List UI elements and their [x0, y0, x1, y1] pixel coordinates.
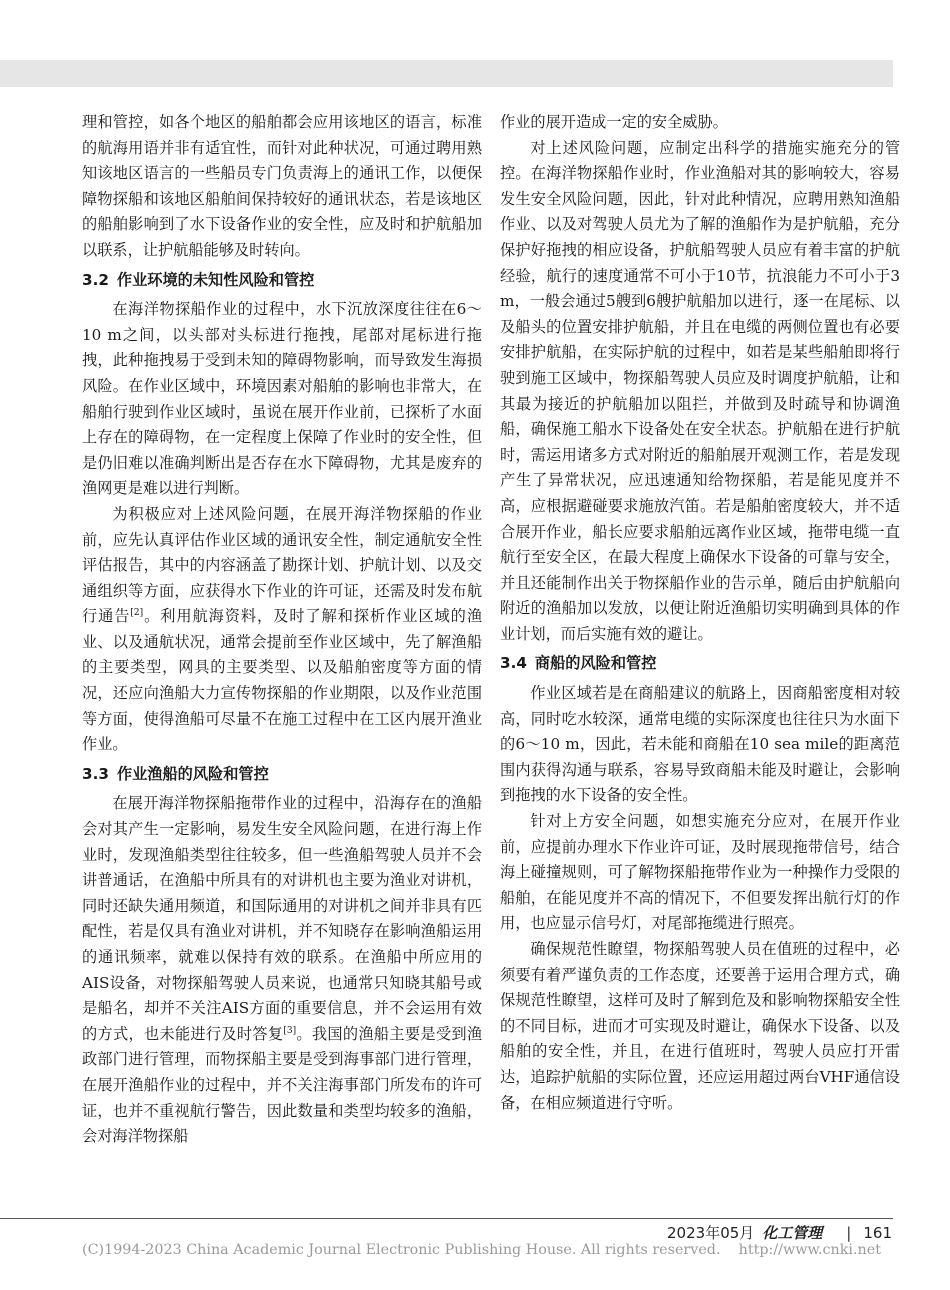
paragraph-text: 。我国的渔船主要是受到渔政部门进行管理，而物探船主要是受到海事部门进行管理，在展开渔船作业的过程中，并不关注海事部门所发布的许可证，也并不重视航行警告，因此数量和类型均较多的渔船，会对海洋物探船 [82, 1024, 483, 1146]
section-number: 3.4 [500, 654, 527, 673]
paragraph-text: 为积极应对上述风险问题，在展开海洋物探船的作业前，应先认真评估作业区域的通讯安全性，制定通航安全性评估报告，其中的内容涵盖了勘探计划、护航计划、以及交通组织等方面，应获得水下作业的许可证，还需及时发布航行通告 [82, 504, 482, 626]
section-title: 作业渔船的风险和管控 [116, 764, 269, 783]
section-heading-3-2 [82, 268, 482, 294]
paragraph: 针对上方安全问题，如想实施充分应对，在展开作业前，应提前办理水下作业许可证，及时展现拖带信号，结合海上碰撞规则，可了解物探船拖带作业为一种操作力受限的船舶，在能见度并不高的情况下，不但要发挥出航行灯的作用，也应显示信号灯，对尾部拖缆进行照亮。 [500, 812, 900, 933]
paragraph: 在海洋物探船作业的过程中，水下沉放深度往往在6～10 m之间，以头部对头标进行拖拽，尾部对尾标进行拖拽，此种拖拽易于受到未知的障碍物影响，而导致发生海损风险。在作业区域中，环境因素对船舶的影响也非常大，在船舶行驶到作业区域时，虽说在展开作业前，已探析了水面上存在的障碍物，在一定程度上保障了作业时的安全性，但是仍旧难以准确判断出是否存在水下障碍物，尤其是废弃的渔网更是难以进行判断。 [82, 300, 482, 498]
header-bar [0, 60, 893, 87]
page-footer [667, 1222, 892, 1243]
section-number: 3.2 [82, 270, 109, 289]
paragraph [82, 502, 482, 758]
section-title: 作业环境的未知性风险和管控 [116, 270, 315, 289]
page-number: 161 [863, 1223, 892, 1242]
section-title: 商船的风险和管控 [534, 654, 657, 673]
paragraph-continued: 作业的展开造成一定的安全威胁。 [500, 113, 728, 131]
issue-date: 2023年05月 [667, 1224, 755, 1242]
section-heading-3-3 [82, 762, 482, 788]
paragraph: 作业区域若是在商船建议的航路上，因商船密度相对较高，同时吃水较深，通常电缆的实际深度也往往只为水面下的6～10 m，因此，若未能和商船在10 sea mile的距离范围内获得沟通与联系，容易导致商船未能及时避让，会影响到拖拽的水下设备的安全性。 [500, 684, 900, 805]
paragraph-text: 。利用航海资料，及时了解和探析作业区域的渔业、以及通航状况，通常会提前至作业区域中，先了解渔船的主要类型，网具的主要类型、以及船舶密度等方面的情况，还应向渔船大力宣传物探船的作业期限，以及作业范围等方面，使得渔船可尽量不在施工过程中在工区内展开渔业作业。 [82, 607, 483, 754]
paragraph-text: 在展开海洋物探船拖带作业的过程中，沿海存在的渔船会对其产生一定影响，易发生安全风险问题，在进行海上作业时，发现渔船类型往往较多，但一些渔船驾驶人员并不会讲普通话，在渔船中所具有的对讲机也主要为渔业对讲机，同时还缺失通用频道，和国际通用的对讲机之间并非具有匹配性，若是仅具有渔业对讲机，并不知晓存在影响渔船运用的通讯频率，就难以保持有效的联系。在渔船中所应用的AIS设备，对物探船驾驶人员来说，也通常只知晓其船号或是船名，却并不关注AIS方面的重要信息，并不会运用有效的方式，也未能进行及时答复 [82, 794, 482, 1043]
footer-separator: | [846, 1223, 852, 1242]
paragraph [82, 791, 482, 1149]
left-column [82, 110, 482, 1150]
citation-ref[interactable]: [3] [283, 1025, 297, 1036]
citation-ref[interactable]: [2] [130, 608, 144, 619]
copyright-notice: (C)1994-2023 China Academic Journal Electronic Publishing House. All rights reserved. http://www.cnki.net [82, 1242, 881, 1258]
right-column [500, 110, 900, 1116]
journal-logo: 化工管理 [762, 1224, 823, 1242]
footer-rule [0, 1218, 893, 1219]
section-number: 3.3 [82, 764, 109, 783]
paragraph: 确保规范性瞭望，物探船驾驶人员在值班的过程中，必须要有着严谨负责的工作态度，还要善于运用合理方式，确保规范性瞭望，这样可及时了解到危及和影响物探船安全性的不同目标，进而才可实现及时避让，确保水下设备、以及船舶的安全性，并且，在进行值班时，驾驶人员应打开雷达，追踪护航船的实际位置，还应运用超过两台VHF通信设备，在相应频道进行守听。 [500, 940, 900, 1112]
section-heading-3-4 [500, 651, 900, 677]
paragraph: 对上述风险问题，应制定出科学的措施实施充分的管控。在海洋物探船作业时，作业渔船对其的影响较大，容易发生安全风险问题，因此，针对此种情况，应聘用熟知渔船作业、以及对驾驶人员尤为了解的渔船作为是护航船，充分保护好拖拽的相应设备，护航船驾驶人员应有着丰富的护航经验，航行的速度通常不可小于10节，抗浪能力不可小于3 m，一般会通过5艘到6艘护航船加以进行，逐一在尾标、以及船头的位置安排护航船，并且在电缆的两侧位置也有必要安排护航船，在实际护航的过程中，如若是某些船舶即将行驶到施工区域中，物探船驾驶人员应及时调度护航船，让和其最为接近的护航船加以阻拦，并做到及时疏导和协调渔船，确保施工船水下设备处在安全状态。护航船在进行护航时，需运用诸多方式对附近的船舶展开观测工作，若是发现产生了异常状况，应迅速通知给物探船，若是能见度并不高，应根据避碰要求施放汽笛。若是船舶密度较大，并不适合展开作业，船长应要求船舶远离作业区域，拖带电缆一直航行至安全区，在最大程度上确保水下设备的可靠与安全，并且还能制作出关于物探船作业的告示单，随后由护航船向附近的渔船加以发放，以便让附近渔船切实明确到具体的作业计划，而后实施有效的避让。 [500, 138, 900, 643]
paragraph-continued: 理和管控，如各个地区的船舶都会应用该地区的语言，标准的航海用语并非有适宜性，而针对此种状况，可通过聘用熟知该地区语言的一些船员专门负责海上的通讯工作，以便保障物探船和该地区船舶间保持较好的通讯状态，若是该地区的船舶影响到了水下设备作业的安全性，应及时和护航船加以联系，让护航船能够及时转向。 [82, 113, 482, 259]
